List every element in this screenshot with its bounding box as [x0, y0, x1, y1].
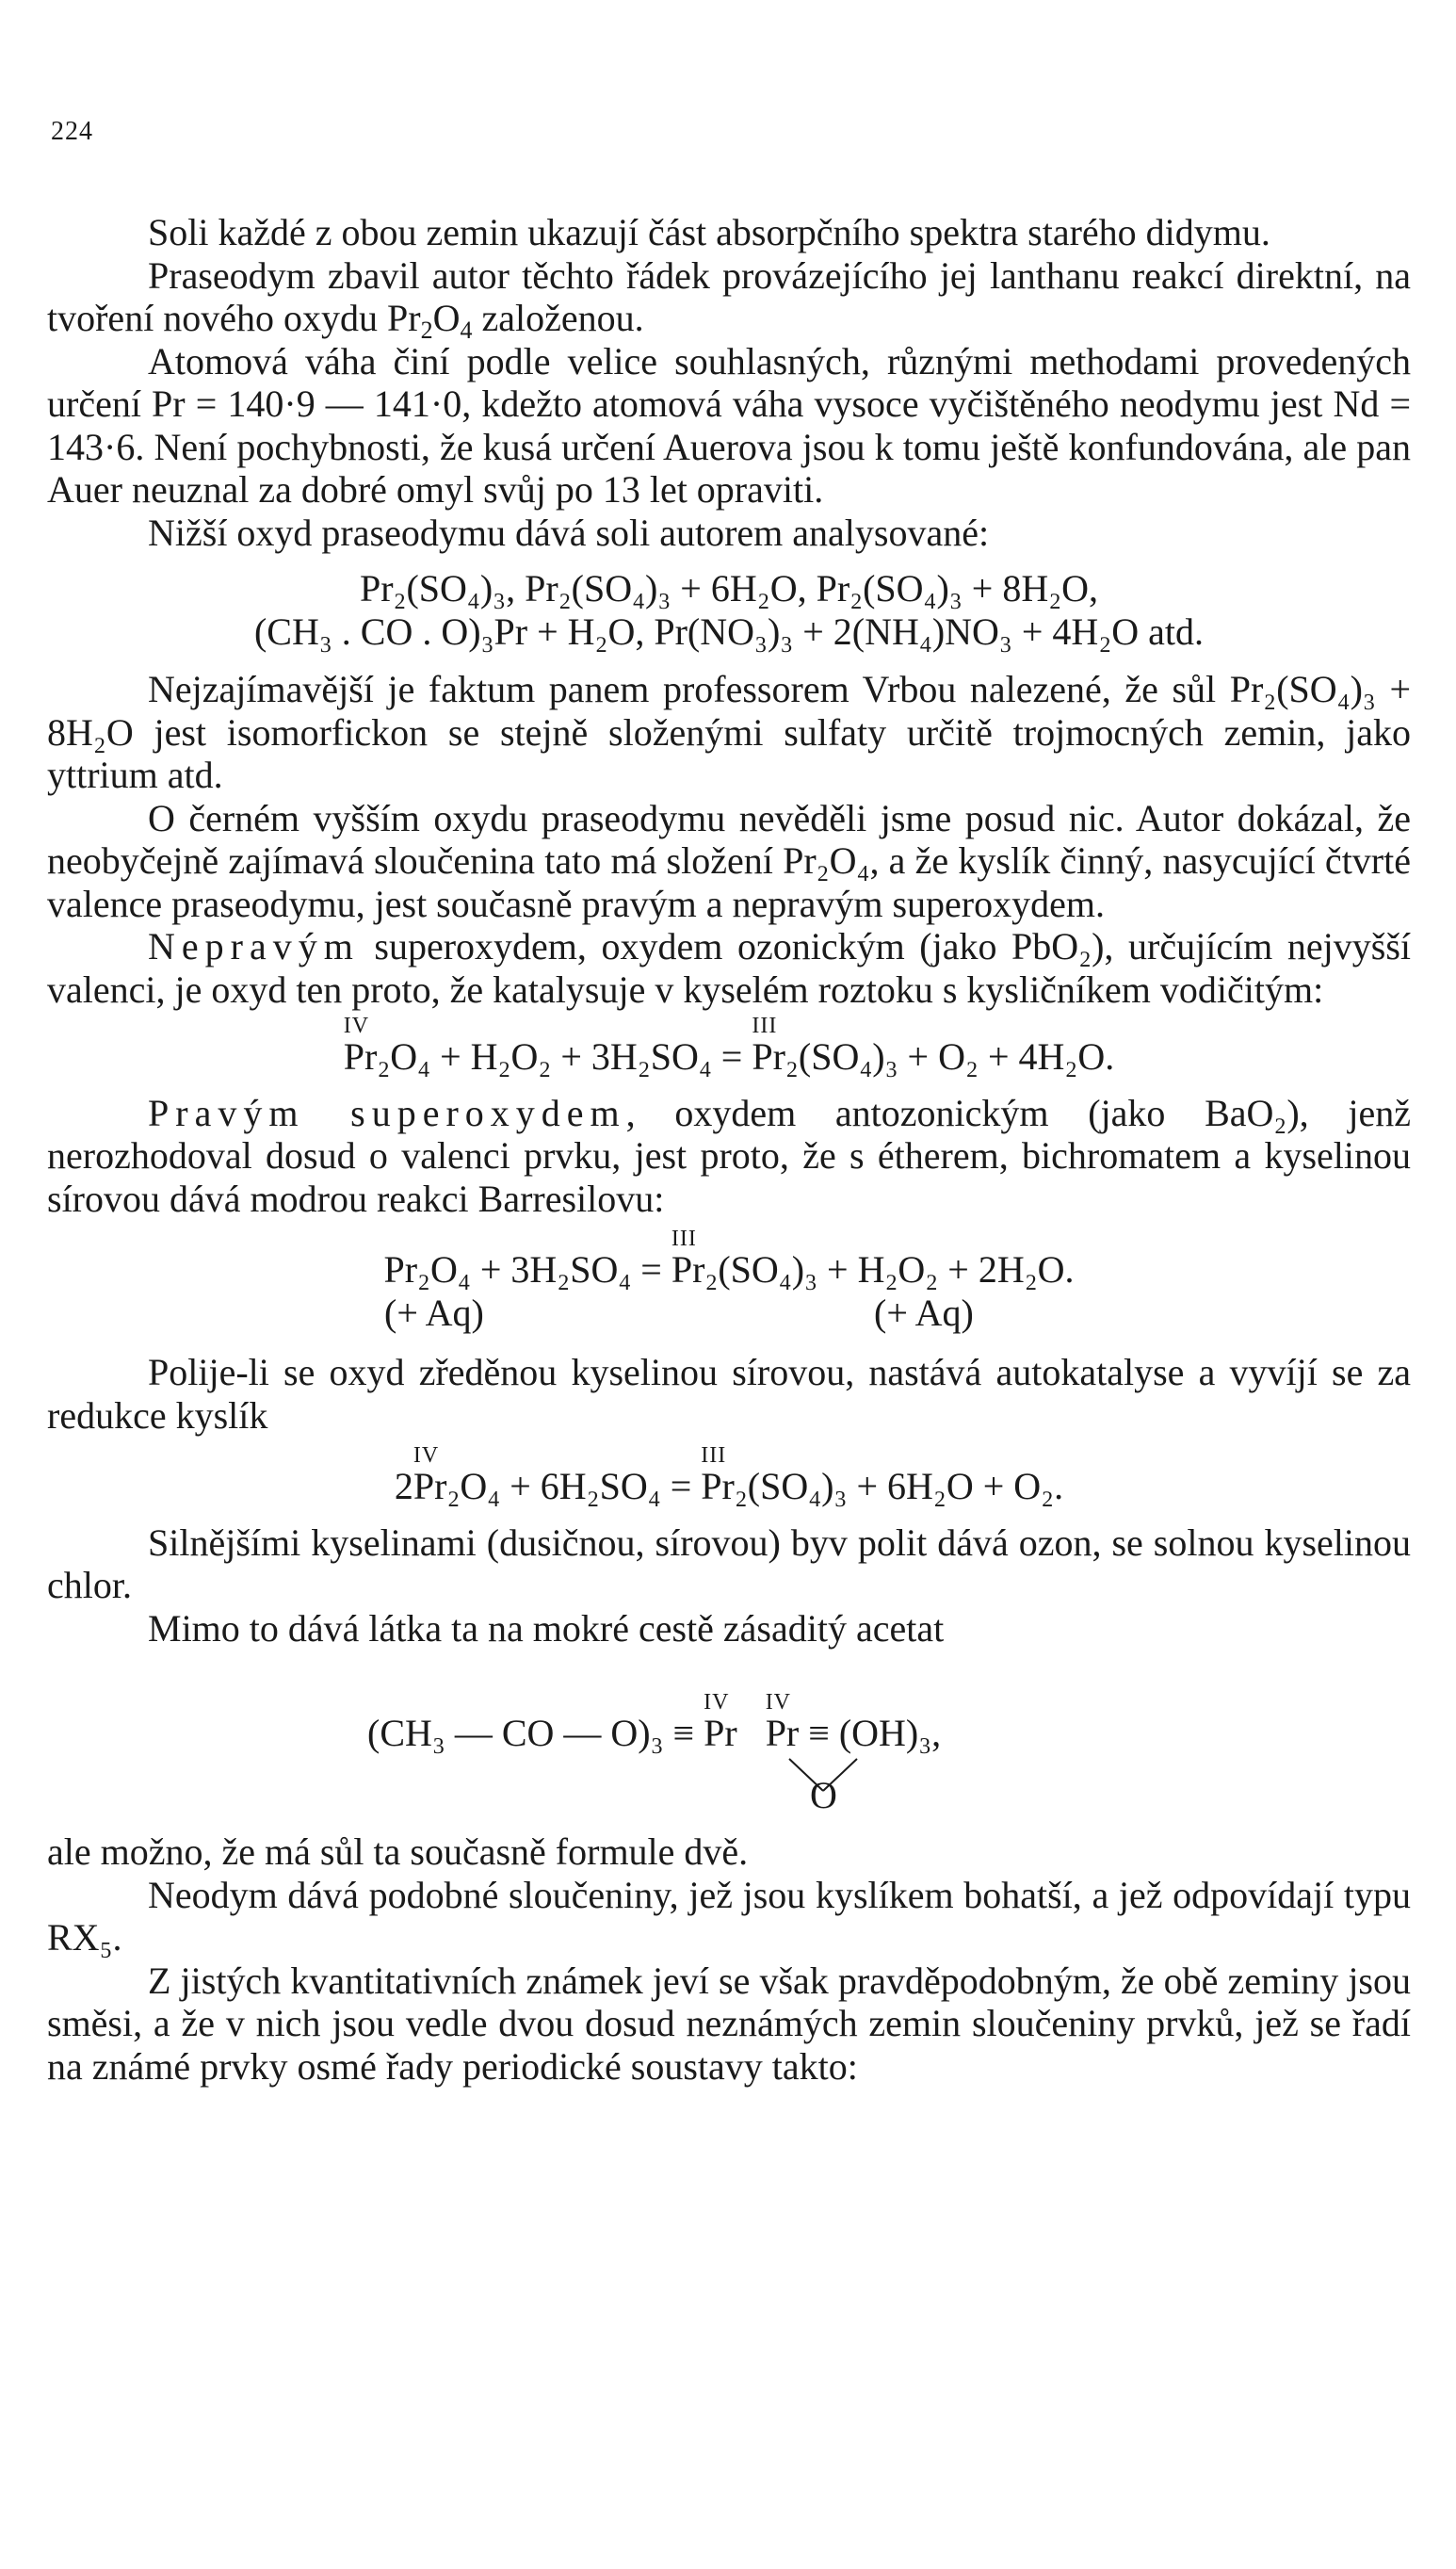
valence-iv-label: IV: [343, 1014, 370, 1038]
valence-iv-label: IV: [765, 1690, 792, 1715]
paragraph-praseodym: Praseodym zbavil autor těchto řádek provázejícího jej lanthanu reakcí direktní, na tvoření nového oxydu $Pr_2O_4$ založenou.: [47, 253, 1411, 344]
paragraph-black-oxide: O černém vyšším oxydu praseodymu nevěděli jsme posud nic. Autor dokázal, že neobyčejně zajímavá sloučenina tato má složení Pr₂O₄, a že kyslík činný, nasycující čtvrté valence praseodymu, jest současně pravým a nepravým superoxydem.: [47, 796, 1411, 925]
oxygen-bridge-atom: O: [810, 1774, 837, 1816]
valence-iii-label: III: [752, 1014, 778, 1038]
valence-iv-label: IV: [704, 1690, 730, 1715]
aq-right: (+ Aq): [874, 1291, 974, 1334]
paragraph-isomorphic: Nejzajímavější je faktum panem professorem Vrbou nalezené, že sůl Pr₂(SO₄)₃ + 8H₂O jest isomorfickon se stejně složenými sulfaty určitě trojmocných zemin, jako yttrium atd.: [47, 668, 1411, 796]
paragraph-stronger-acids: Silnějšími kyselinami (dusičnou, sírovou) byv polit dává ozon, se solnou kyselinou chlor.: [47, 1520, 1411, 1606]
paragraph-autocatalysis: Polije-li se oxyd zředěnou kyselinou sírovou, nastává autokatalyse a vyvíjí se za redukce kyslík: [47, 1351, 1411, 1437]
valence-iv-label: IV: [413, 1443, 440, 1468]
paragraph-false-superoxide: Nepravým superoxydem, oxydem ozonickým (jako PbO₂), určujícím nejvyšší valenci, je oxyd ten proto, že katalysuje v kyselém roztoku s kysličníkem vodičitým:: [47, 925, 1411, 1011]
body-text: [47, 211, 1411, 2088]
paragraph-neodym: Neodym dává podobné sloučeniny, jež jsou kyslíkem bohatší, a jež odpovídají typu RX₅.: [47, 1873, 1411, 1959]
valence-iii-label: III: [701, 1443, 727, 1468]
formula-barresil: Pr₂O₄ + 3H₂SO₄ = III Pr₂(SO₄)₃ + H₂O₂ + 2H₂O.: [47, 1248, 1411, 1292]
valence-iii-label: III: [671, 1227, 697, 1251]
formula-aq-notes: [47, 1292, 1411, 1335]
formula-sulfates: Pr₂(SO₄)₃, Pr₂(SO₄)₃ + 6H₂O, Pr₂(SO₄)₃ + 8H₂O,: [359, 567, 1099, 610]
paragraph-true-superoxide: Pravým superoxydem, oxydem antozonickým (jako BaO₂), jenž nerozhodoval dosud o valenci prvku, jest proto, že s étherem, bichromatem a kyselinou sírovou dává modrou reakci Barresilovu:: [47, 1091, 1411, 1220]
paragraph-two-formulas: ale možno, že má sůl ta současně formule dvě.: [47, 1830, 749, 1873]
formula-basic-acetate: (CH₃ — CO — O)₃ ≡ IV Pr IV Pr ≡ (OH)₃, O: [47, 1680, 1411, 1821]
paragraph-lower-oxide: Nižší oxyd praseodymu dává soli autorem analysované:: [148, 511, 990, 554]
paragraph-mixtures: Z jistých kvantitativních známek jeví se však pravděpodobným, že obě zeminy jsou směsi, a že v nich jsou vedle dvou dosud neznámých zemin sloučeniny prvků, jež se řadí na známé prvky osmé řady periodické soustavy takto:: [47, 1959, 1411, 2088]
emphasis-pravym: Pravým superoxydem: [148, 1091, 626, 1134]
aq-left: (+ Aq): [384, 1291, 484, 1334]
formula-catalysis: IV Pr₂O₄ + H₂O₂ + 3H₂SO₄ = III Pr₂(SO₄)₃ + O₂ + 4H₂O.: [47, 1035, 1411, 1079]
page-number: 224: [51, 117, 93, 146]
paragraph-spectrum: Soli každé z obou zemin ukazují část absorpčního spektra starého didymu.: [148, 211, 1270, 253]
paragraph-atomic-weight: Atomová váha činí podle velice souhlasných, různými methodami provedených určení Pr = 140·9 — 141·0, kdežto atomová váha vysoce vyčištěného neodymu jest Nd = 143·6. Není pochybnosti, že kusá určení Auerova jsou k tomu ještě konfundována, ale pan Auer neuznal za dobré omyl svůj po 13 let opraviti.: [47, 339, 1411, 511]
formula-reduction: 2 IV Pr₂O₄ + 6H₂SO₄ = III Pr₂(SO₄)₃ + 6H₂O + O₂.: [47, 1465, 1411, 1508]
paragraph-basic-acetate: Mimo to dává látka ta na mokré cestě zásaditý acetat: [148, 1606, 945, 1650]
formula-acetate-nitrate: (CH₃ . CO . O)₃Pr + H₂O, Pr(NO₃)₃ + 2(NH₄)NO₃ + 4H₂O atd.: [253, 610, 1205, 653]
emphasis-nepravym: Nepravým: [148, 925, 360, 967]
